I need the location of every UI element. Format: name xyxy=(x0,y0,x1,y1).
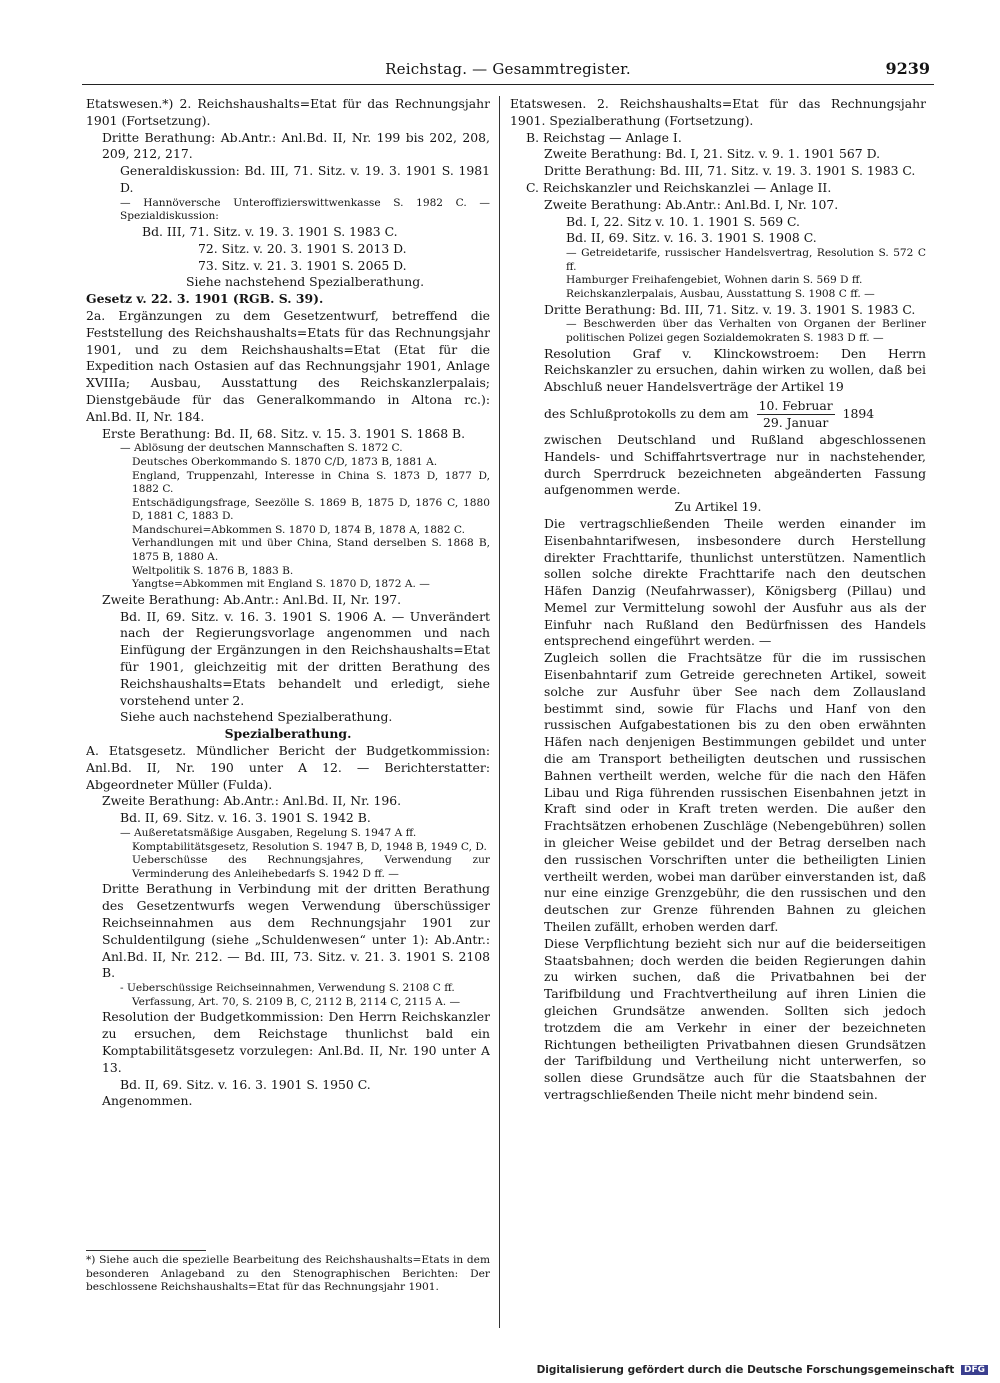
index-subentry: Mandschurei=Abkommen S. 1870 D, 1874 B, 1878 A, 1882 C. xyxy=(132,523,465,536)
index-subentry: Weltpolitik S. 1876 B, 1883 B. xyxy=(132,564,294,577)
index-subentry: — Getreidetarife, russischer Handelsvertrag, Resolution S. 572 C ff. xyxy=(566,247,926,273)
index-entry: Zweite Berathung: Ab.Antr.: Anl.Bd. I, Nr. 107. xyxy=(544,196,839,212)
index-entry: 2a. Ergänzungen zu dem Gesetzentwurf, betreffend die Feststellung des Reichshaushalts=Etats für das Rechnungsjahr 1901, und zu dem Reichshaushalts=Etat (Etat für die Expedition nach Ostasien auf das Rechnungsjahr 1901, Anlage XVIIIa; Ausbau, Ausstattung des Reichskanzlerpalais; Dienstgebäude für das Generalkommando in Altona rc.): Anl.Bd. II, Nr. 184. xyxy=(86,307,490,424)
index-entry: Dritte Berathung: Ab.Antr.: Anl.Bd. II, Nr. 199 bis 202, 208, 209, 212, 217. xyxy=(102,129,490,162)
index-subentry: — Beschwerden über das Verhalten von Organen der Berliner politischen Polizei gegen Sozialdemokraten S. 1983 D ff. — xyxy=(566,318,926,344)
index-entry: Zweite Berathung: Ab.Antr.: Anl.Bd. II, Nr. 197. xyxy=(102,591,402,607)
law-reference: Gesetz v. 22. 3. 1901 (RGB. S. 39). xyxy=(86,291,324,307)
index-entry: Zweite Berathung: Ab.Antr.: Anl.Bd. II, Nr. 196. xyxy=(102,793,402,809)
fraction-numerator: 10. Februar xyxy=(758,397,833,413)
index-entry: 72. Sitz. v. 20. 3. 1901 S. 2013 D. xyxy=(198,240,407,256)
index-subentry: England, Truppenzahl, Interesse in China S. 1873 D, 1877 D, 1882 C. xyxy=(132,469,490,496)
index-subentry: Hamburger Freihafengebiet, Wohnen darin S. 569 D ff. xyxy=(566,274,863,287)
index-entry: Bd. II, 69. Sitz. v. 16. 3. 1901 S. 1950 C. xyxy=(120,1076,371,1092)
index-entry: Bd. II, 69. Sitz. v. 16. 3. 1901 S. 1906 A. — Unverändert nach der Regierungsvorlage angenommen und nach Einfügung der Ergänzungen in den Reichshaushalts=Etat für 1901, gleichzeitig mit der dritten Berathung des Reichshaushalts=Etats behandelt und erledigt, siehe vorstehend unter 2. xyxy=(120,608,490,708)
footnote-rule xyxy=(86,1250,206,1251)
index-subentry: Verhandlungen mit und über China, Stand derselben S. 1868 B, 1875 B, 1880 A. xyxy=(132,537,490,564)
index-subentry: - Ueberschüssige Reichseinnahmen, Verwendung S. 2108 C ff. xyxy=(120,982,455,995)
date-fraction-line xyxy=(510,396,926,432)
index-entry: Resolution der Budgetkommission: Den Herrn Reichskanzler zu ersuchen, dem Reichstage thunlichst bald ein Komptabilitätsgesetz vorzulegen: Anl.Bd. II, Nr. 190 unter A 13. xyxy=(102,1009,490,1075)
entry-heading: Etatswesen. 2. Reichshaushalts=Etat für das Rechnungsjahr 1901. Spezialberathung (Fortsetzung). xyxy=(510,96,926,128)
index-entry: Angenommen. xyxy=(102,1093,193,1109)
index-entry: B. Reichstag — Anlage I. xyxy=(526,129,682,145)
index-entry: Bd. II, 69. Sitz. v. 16. 3. 1901 S. 1942 B. xyxy=(120,810,371,826)
index-entry: Bd. II, 69. Sitz. v. 16. 3. 1901 S. 1908 C. xyxy=(566,230,817,246)
index-entry: 73. Sitz. v. 21. 3. 1901 S. 2065 D. xyxy=(198,257,407,273)
index-subentry: Komptabilitätsgesetz, Resolution S. 1947 B, D, 1948 B, 1949 C, D. xyxy=(132,840,487,853)
index-entry: Bd. III, 71. Sitz. v. 19. 3. 1901 S. 1983 C. xyxy=(142,223,398,239)
dfg-logo: DFG xyxy=(961,1365,988,1375)
credit-text: Digitalisierung gefördert durch die Deutsche Forschungsgemeinschaft xyxy=(536,1364,955,1376)
footnote: *) Siehe auch die spezielle Bearbeitung des Reichshaushalts=Etats in dem besonderen Anlageband zu den Stenographischen Berichten: Der beschlossene Reichshaushalts=Etat für das Rechnungsjahr 1901. xyxy=(86,1254,490,1294)
right-column xyxy=(510,96,926,1328)
index-entry: Dritte Berathung in Verbindung mit der dritten Berathung des Gesetzentwurfs wegen Verwendung überschüssiger Reichseinnahmen aus dem Rechnungsjahr 1901 zur Schuldentilgung (siehe „Schuldenwesen“ unter 1): Ab.Antr.: Anl.Bd. II, Nr. 212. — Bd. III, 73. Sitz. v. 21. 3. 1901 S. 2108 B. xyxy=(102,881,490,981)
index-subentry: — Außeretatsmäßige Ausgaben, Regelung S. 1947 A ff. xyxy=(120,827,417,840)
digitization-credit xyxy=(537,1364,988,1376)
index-subentry: Entschädigungsfrage, Seezölle S. 1869 B, 1875 D, 1876 C, 1880 D, 1881 C, 1883 D. xyxy=(132,496,490,523)
index-entry: Dritte Berathung: Bd. III, 71. Sitz. v. 19. 3. 1901 S. 1983 C. xyxy=(544,301,916,317)
article-heading: Zu Artikel 19. xyxy=(674,499,762,515)
resolution-text: zwischen Deutschland und Rußland abgeschlossenen Handels- und Schiffahrtsvertrage nur in nachstehender, durch Sperrdruck bezeichneten abgeänderten Fassung aufgenommen werde. xyxy=(544,431,926,498)
index-subentry: Reichskanzlerpalais, Ausbau, Ausstattung S. 1908 C ff. — xyxy=(566,287,875,300)
page-number: 9239 xyxy=(885,59,930,78)
fraction-year: 1894 xyxy=(842,405,875,421)
running-header xyxy=(82,58,934,84)
index-subentry: — Hannöversche Unteroffizierswittwenkasse S. 1982 C. — Spezialdiskussion: xyxy=(120,196,490,223)
article-paragraph: Die vertragschließenden Theile werden einander im Eisenbahntarifwesen, insbesondere durch Herstellung direkter Frachttarife, thunlichst unterstützen. Namentlich sollen solche direkte Frachttarife nach den deutschen Häfen Danzig (Neufahrwasser), Königsberg (Pillau) und Memel zur Vermittelung sowohl der Ausfuhr aus als der Einfuhr nach Rußland den Bedürfnissen des Handels entsprechend eingeführt werden. — xyxy=(544,515,926,649)
fraction-lead-text: des Schlußprotokolls zu dem am xyxy=(544,405,749,421)
index-subentry: — Ablösung der deutschen Mannschaften S. 1872 C. xyxy=(120,442,403,455)
left-column xyxy=(86,96,490,1328)
index-subentry: Yangtse=Abkommen mit England S. 1870 D, 1872 A. — xyxy=(132,578,430,591)
entry-heading: Etatswesen.*) 2. Reichshaushalts=Etat für das Rechnungsjahr 1901 (Fortsetzung). xyxy=(86,96,490,128)
cross-reference: Siehe auch nachstehend Spezialberathung. xyxy=(120,709,393,725)
index-entry: Erste Berathung: Bd. II, 68. Sitz. v. 15. 3. 1901 S. 1868 B. xyxy=(102,425,466,441)
index-subentry: Deutsches Oberkommando S. 1870 C/D, 1873 B, 1881 A. xyxy=(132,455,438,468)
running-title: Reichstag. — Gesammtregister. xyxy=(385,60,631,78)
index-subentry: Verfassung, Art. 70, S. 2109 B, C, 2112 B, 2114 C, 2115 A. — xyxy=(132,995,461,1008)
index-entry: Zweite Berathung: Bd. I, 21. Sitz. v. 9. 1. 1901 567 D. xyxy=(544,146,881,162)
column-divider xyxy=(499,96,500,1328)
index-entry: Generaldiskussion: Bd. III, 71. Sitz. v. 19. 3. 1901 S. 1981 D. xyxy=(120,163,490,195)
index-entry: Dritte Berathung: Bd. III, 71. Sitz. v. 19. 3. 1901 S. 1983 C. xyxy=(544,163,916,179)
resolution-text: Resolution Graf v. Klinckowstroem: Den Herrn Reichskanzler zu ersuchen, dahin wirken zu wollen, daß bei Abschluß neuer Handelsverträge der Artikel 19 xyxy=(544,345,926,395)
index-entry: A. Etatsgesetz. Mündlicher Bericht der Budgetkommission: Anl.Bd. II, Nr. 190 unter A 12. — Berichterstatter: Abgeordneter Müller (Fulda). xyxy=(86,743,490,792)
index-entry: C. Reichskanzler und Reichskanzlei — Anlage II. xyxy=(526,179,832,195)
section-heading: Spezialberathung. xyxy=(224,726,352,742)
article-paragraph: Diese Verpflichtung bezieht sich nur auf die beiderseitigen Staatsbahnen; doch werden die beiden Regierungen dahin zu wirken suchen, daß die Privatbahnen bei der Tarifbildung und Frachtvertheilung auf ihren Linien die gleichen Grundsätze anwenden. Sollten sich jedoch trotzdem die am Verkehr in einer der bezeichneten Richtungen betheiligten Privatbahnen diesen Grundsätzen der Tarifbildung und Vertheilung nicht unterwerfen, so sollen diese Grundsätze auch für die Staatsbahnen der vertragschließenden Theile nicht mehr bindend sein. xyxy=(544,935,926,1102)
header-rule xyxy=(82,84,934,85)
date-fraction xyxy=(757,398,835,431)
article-paragraph: Zugleich sollen die Frachtsätze für die im russischen Eisenbahntarif zum Getreide gerechneten Artikel, soweit solche zur Ausfuhr über See nach dem Zollausland bestimmt sind, sowie für Flachs und Hanf von den russischen Aufgabestationen bis zu den oben erwähnten Häfen nach denjenigen Bestimmungen gebildet und unter die am Transport betheiligten deutschen und russischen Bahnen vertheilt werden, welche für die nach den Häfen Libau und Riga führenden russischen Eisenbahnen jetzt in Kraft sind oder in Kraft treten werden. Die außer den Frachtsätzen erhobenen Zuschläge (Nebengebühren) sollen in gleicher Weise gebildet und der Betrag derselben nach den russischen Vorschriften unter die betheiligten Linien vertheilt werden, wobei man darüber einverstanden ist, daß nur eine einzige Grenzgebühr, die den russischen und den deutschen zur Grenze führenden Bahnen zu gleichen Theilen zufällt, erhoben werden darf. xyxy=(544,650,926,935)
index-subentry: Ueberschüsse des Rechnungsjahres, Verwendung zur Verminderung des Anleihebedarfs S. 1942 D ff. — xyxy=(132,854,490,880)
fraction-denominator: 29. Januar xyxy=(763,414,829,430)
cross-reference: Siehe nachstehend Spezialberathung. xyxy=(186,274,425,290)
index-entry: Bd. I, 22. Sitz v. 10. 1. 1901 S. 569 C. xyxy=(566,213,800,229)
